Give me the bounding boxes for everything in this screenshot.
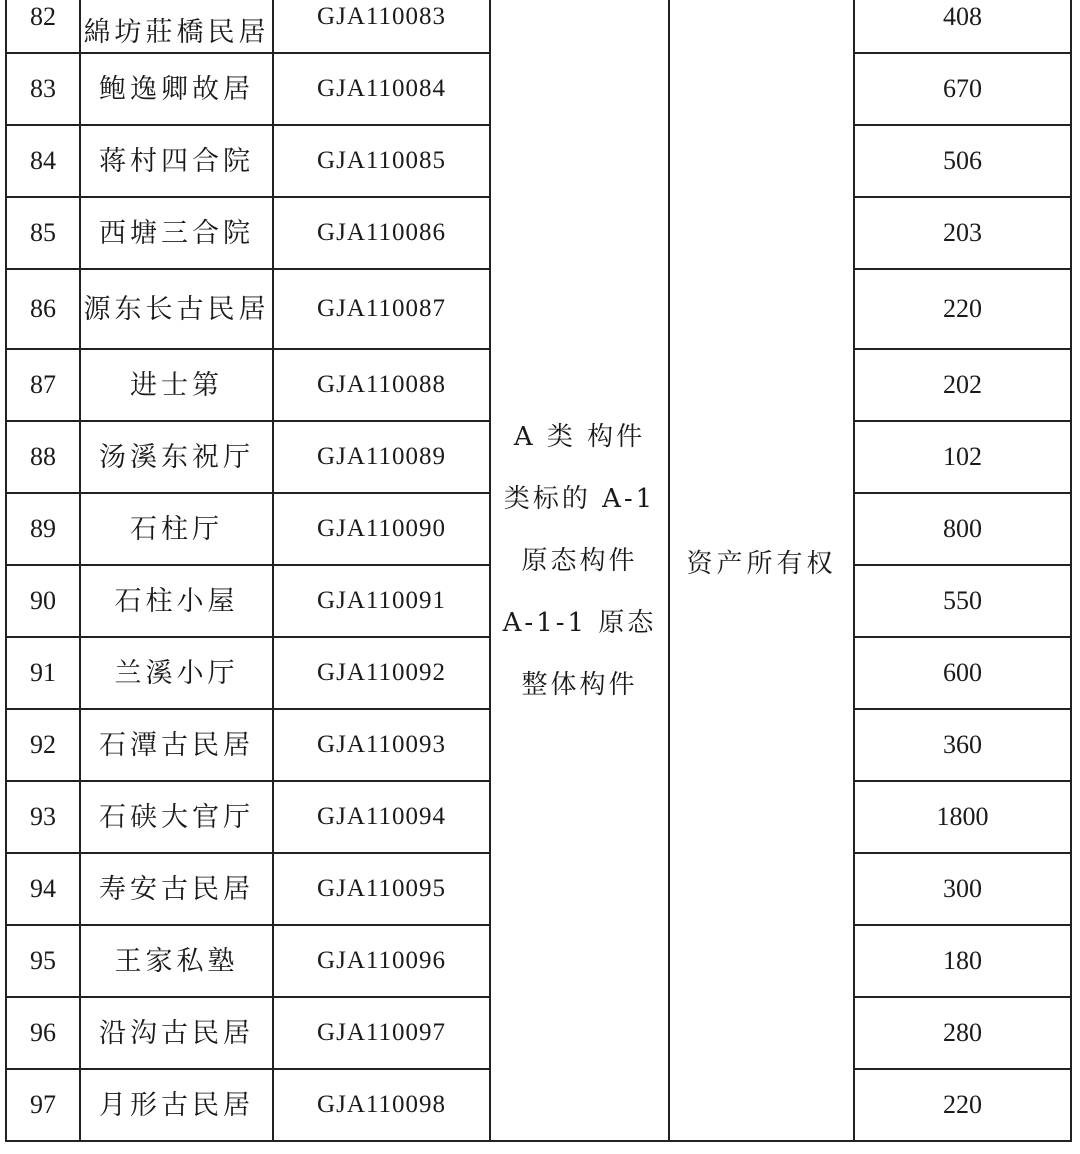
asset-value: 800 <box>854 493 1071 565</box>
asset-name: 蒋村四合院 <box>80 125 273 197</box>
asset-value: 1800 <box>854 781 1071 853</box>
asset-value: 300 <box>854 853 1071 925</box>
asset-value: 203 <box>854 197 1071 269</box>
rights-type-cell: 资产所有权 <box>669 0 854 1141</box>
asset-name: 石柱小屋 <box>80 565 273 637</box>
asset-category-line: 类标的 A-1 <box>503 484 656 514</box>
asset-value: 408 <box>854 0 1071 53</box>
asset-code: GJA110091 <box>273 565 490 637</box>
row-index: 89 <box>6 493 80 565</box>
row-index: 86 <box>6 269 80 349</box>
asset-code: GJA110094 <box>273 781 490 853</box>
asset-code: GJA110092 <box>273 637 490 709</box>
asset-value: 280 <box>854 997 1071 1069</box>
row-index: 94 <box>6 853 80 925</box>
asset-value: 600 <box>854 637 1071 709</box>
asset-code: GJA110084 <box>273 53 490 125</box>
asset-value: 506 <box>854 125 1071 197</box>
row-index: 84 <box>6 125 80 197</box>
asset-code: GJA110083 <box>273 0 490 53</box>
asset-value: 550 <box>854 565 1071 637</box>
asset-category-cell <box>490 0 669 1141</box>
asset-name: 西塘三合院 <box>80 197 273 269</box>
asset-name: 进士第 <box>80 349 273 421</box>
asset-value: 220 <box>854 1069 1071 1141</box>
row-index: 87 <box>6 349 80 421</box>
asset-code: GJA110097 <box>273 997 490 1069</box>
row-index: 85 <box>6 197 80 269</box>
asset-register-table <box>5 0 1072 1142</box>
asset-name: 石硖大官厅 <box>80 781 273 853</box>
row-index: 82 <box>6 0 80 53</box>
asset-name: 綿坊莊橋民居 <box>80 0 273 53</box>
asset-value: 202 <box>854 349 1071 421</box>
row-index: 95 <box>6 925 80 997</box>
row-index: 97 <box>6 1069 80 1141</box>
row-index: 88 <box>6 421 80 493</box>
row-index: 83 <box>6 53 80 125</box>
asset-value: 180 <box>854 925 1071 997</box>
asset-code: GJA110089 <box>273 421 490 493</box>
asset-name: 鲍逸卿故居 <box>80 53 273 125</box>
asset-category-line: A-1-1 原态 <box>502 608 657 638</box>
asset-name: 王家私塾 <box>80 925 273 997</box>
asset-category-line: A 类 构件 <box>513 422 646 452</box>
asset-name: 源东长古民居 <box>80 269 273 349</box>
asset-code: GJA110086 <box>273 197 490 269</box>
asset-code: GJA110085 <box>273 125 490 197</box>
asset-name: 兰溪小厅 <box>80 637 273 709</box>
asset-code: GJA110093 <box>273 709 490 781</box>
asset-name: 石柱厅 <box>80 493 273 565</box>
asset-value: 360 <box>854 709 1071 781</box>
row-index: 92 <box>6 709 80 781</box>
asset-code: GJA110095 <box>273 853 490 925</box>
row-index: 90 <box>6 565 80 637</box>
row-index: 96 <box>6 997 80 1069</box>
asset-value: 102 <box>854 421 1071 493</box>
asset-code: GJA110087 <box>273 269 490 349</box>
asset-code: GJA110090 <box>273 493 490 565</box>
asset-value: 220 <box>854 269 1071 349</box>
row-index: 93 <box>6 781 80 853</box>
asset-code: GJA110088 <box>273 349 490 421</box>
asset-name: 石潭古民居 <box>80 709 273 781</box>
asset-name: 寿安古民居 <box>80 853 273 925</box>
asset-name: 汤溪东祝厅 <box>80 421 273 493</box>
asset-name: 月形古民居 <box>80 1069 273 1141</box>
asset-category-line: 整体构件 <box>521 670 638 700</box>
table-row <box>6 0 1071 53</box>
asset-category-line: 原态构件 <box>521 546 638 576</box>
row-index: 91 <box>6 637 80 709</box>
asset-value: 670 <box>854 53 1071 125</box>
asset-code: GJA110098 <box>273 1069 490 1141</box>
asset-name: 沿沟古民居 <box>80 997 273 1069</box>
asset-code: GJA110096 <box>273 925 490 997</box>
